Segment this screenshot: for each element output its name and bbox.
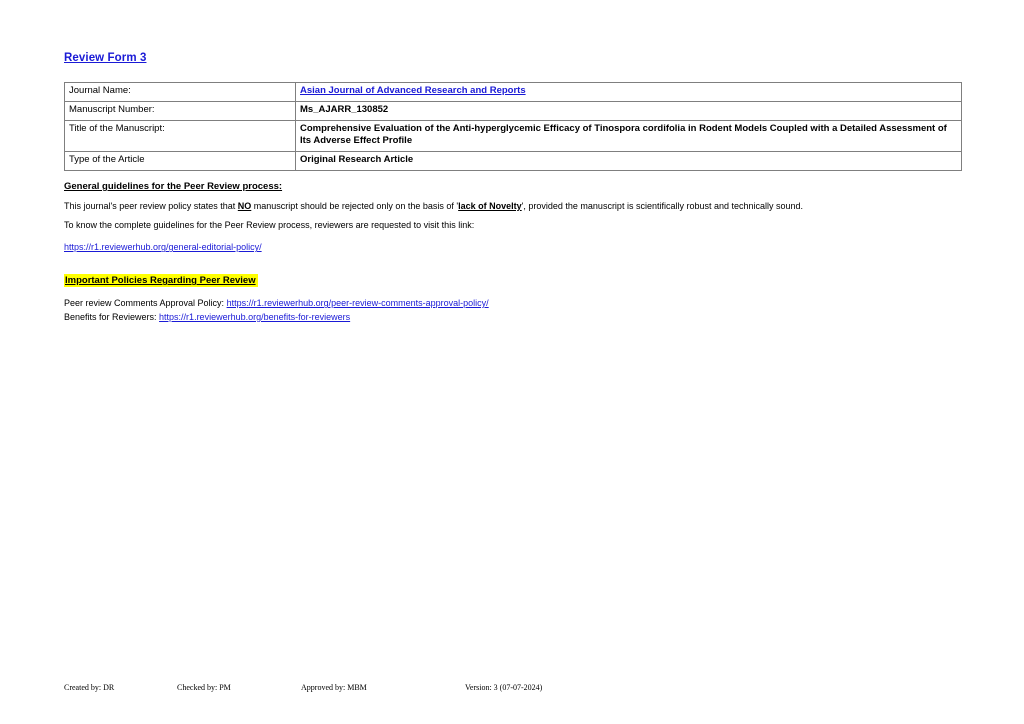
article-type-label: Type of the Article (65, 152, 296, 171)
page-title-wrapper (64, 48, 964, 82)
manuscript-number-label: Manuscript Number: (65, 101, 296, 120)
guidelines-text-lack-of-novelty: lack of Novelty (458, 201, 522, 212)
table-row (65, 83, 962, 102)
guidelines-paragraph (64, 200, 964, 213)
general-editorial-policy-link[interactable]: https://r1.reviewerhub.org/general-editorial-policy/ (64, 242, 262, 253)
table-row (65, 152, 962, 171)
manuscript-title-value: Comprehensive Evaluation of the Anti-hyperglycemic Efficacy of Tinospora cordifolia in Rodent Models Coupled with a Detailed Assessment of Its Adverse Effect Profile (296, 120, 962, 152)
guidelines-text-prefix: This journal's peer review policy states that (64, 201, 238, 212)
page-title: Review Form 3 (64, 52, 147, 64)
footer-checked-by: Checked by: PM (177, 683, 231, 692)
general-guidelines-heading: General guidelines for the Peer Review process: (64, 181, 283, 193)
manuscript-metadata-table (64, 82, 962, 171)
policies-heading-wrapper (64, 252, 964, 297)
guidelines-text-suffix: ', provided the manuscript is scientifically robust and technically sound. (521, 201, 804, 212)
journal-name-label: Journal Name: (65, 83, 296, 102)
guidelines-text-middle: manuscript should be rejected only on the basis of ' (251, 201, 459, 212)
manuscript-title-label: Title of the Manuscript: (65, 120, 296, 152)
peer-review-comments-approval-policy-link[interactable]: https://r1.reviewerhub.org/peer-review-comments-approval-policy/ (226, 298, 489, 309)
policy-approval-label: Peer review Comments Approval Policy: (64, 298, 227, 309)
journal-name-link[interactable]: Asian Journal of Advanced Research and Reports (300, 85, 526, 96)
table-row (65, 101, 962, 120)
footer-version: Version: 3 (07-07-2024) (465, 683, 543, 692)
policy-item-benefits (64, 311, 964, 325)
guidelines-second-line: To know the complete guidelines for the Peer Review process, reviewers are requested to visit this link: (64, 220, 475, 231)
footer-created-by: Created by: DR (64, 683, 115, 692)
article-type-value: Original Research Article (296, 152, 962, 171)
manuscript-number-value: Ms_AJARR_130852 (296, 101, 962, 120)
benefits-for-reviewers-link[interactable]: https://r1.reviewerhub.org/benefits-for-reviewers (159, 311, 351, 322)
policy-item-approval (64, 297, 964, 311)
document-content (64, 48, 964, 324)
footer-approved-by: Approved by: MBM (301, 683, 367, 692)
guidelines-text-no: NO (237, 201, 252, 212)
policy-benefits-label: Benefits for Reviewers: (64, 311, 160, 322)
journal-name-value (296, 83, 962, 102)
important-policies-heading: Important Policies Regarding Peer Review (65, 275, 256, 287)
table-row (65, 120, 962, 152)
guidelines-link-line (64, 242, 964, 252)
